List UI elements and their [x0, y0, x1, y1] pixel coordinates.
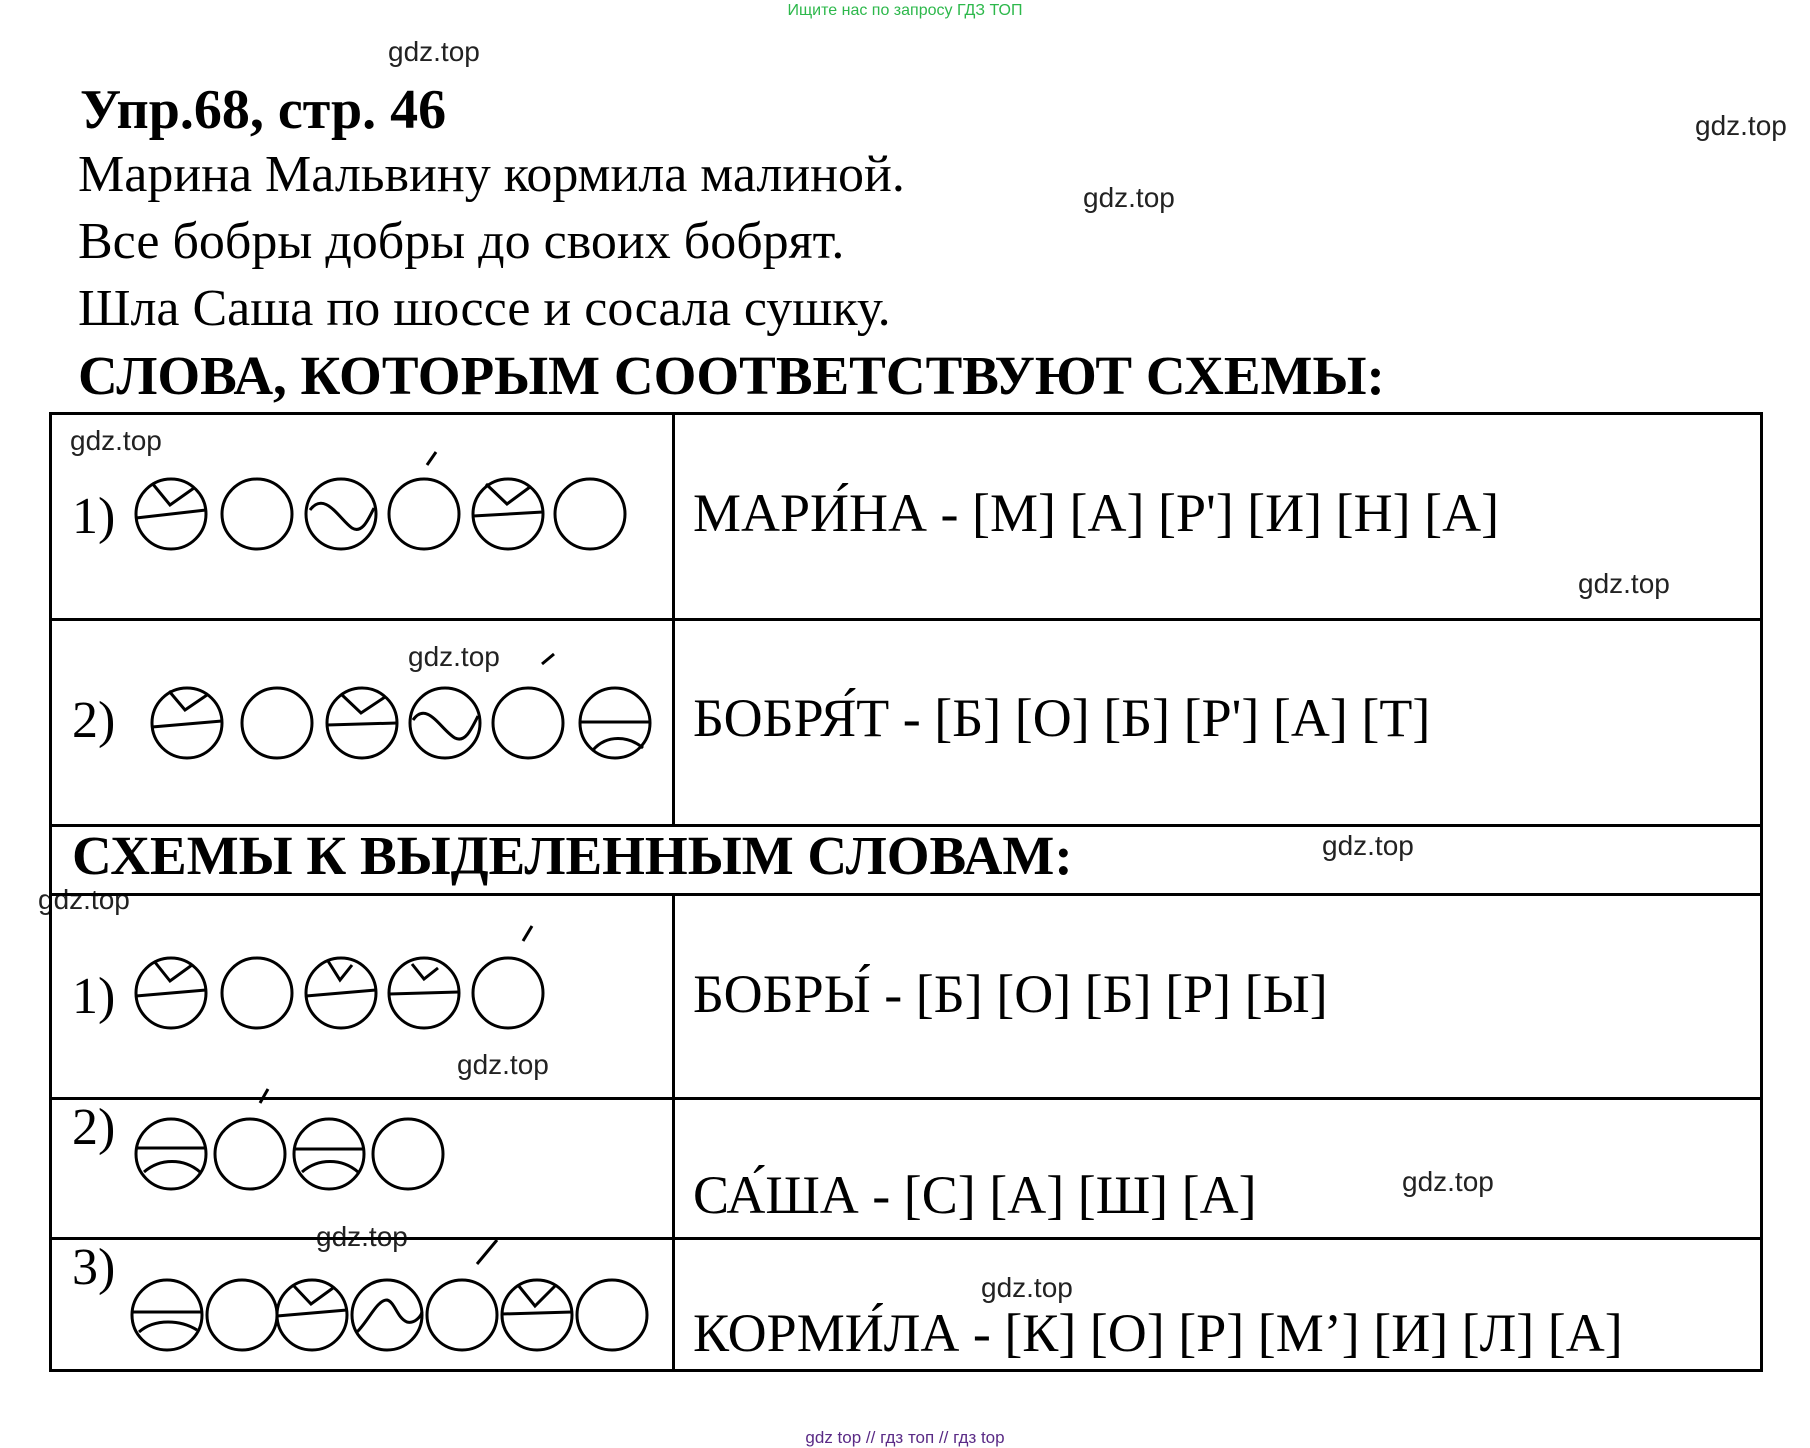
vowel-stressed-icon	[389, 452, 459, 549]
vowel-stressed-icon	[215, 1089, 285, 1189]
vowel-stressed-icon	[473, 926, 543, 1028]
sound-scheme	[130, 450, 630, 560]
consonant-hard-icon	[136, 958, 206, 1028]
watermark: gdz.top	[1083, 182, 1175, 213]
column-divider	[672, 893, 675, 1372]
consonant-hard-icon	[473, 479, 543, 549]
consonant-hard-icon	[306, 958, 376, 1028]
row-divider	[52, 618, 1760, 621]
watermark: gdz.top	[1578, 568, 1670, 599]
row-number: 3)	[72, 1239, 116, 1296]
footer-watermark: gdz top // гдз топ // гдз top	[805, 1428, 1005, 1447]
exercise-title: Упр.68, стр. 46	[80, 79, 447, 141]
watermark: gdz.top	[38, 884, 130, 915]
consonant-soft-icon	[410, 688, 480, 758]
sound-scheme	[130, 1088, 450, 1198]
sound-scheme	[125, 1230, 665, 1360]
vowel-icon	[242, 688, 312, 758]
answer-transcription: БОБРЫ́ - [Б] [О] [Б] [Р] [Ы]	[693, 964, 1328, 1024]
watermark: gdz.top	[316, 1221, 408, 1252]
consonant-soft-icon	[306, 479, 376, 549]
vowel-stressed-icon	[493, 654, 563, 758]
row-divider	[52, 893, 1760, 896]
sentence: Шла Саша по шоссе и сосала сушку.	[78, 280, 891, 337]
consonant-hard-icon	[277, 1280, 347, 1350]
top-banner: Ищите нас по запросу ГДЗ ТОП	[787, 2, 1023, 19]
vowel-stressed-icon	[427, 1240, 497, 1350]
consonant-hard-voiceless-icon	[132, 1280, 202, 1350]
section-heading-schemes: СХЕМЫ К ВЫДЕЛЕННЫМ СЛОВАМ:	[72, 825, 1073, 886]
watermark: gdz.top	[981, 1272, 1073, 1303]
vowel-icon	[373, 1119, 443, 1189]
answer-transcription: СА́ША - [С] [А] [Ш] [А]	[693, 1165, 1257, 1225]
vowel-icon	[577, 1280, 647, 1350]
vowel-icon	[222, 479, 292, 549]
consonant-soft-icon	[352, 1280, 422, 1350]
answer-transcription: КОРМИ́ЛА - [К] [О] [Р] [М’] [И] [Л] [А]	[693, 1303, 1623, 1363]
row-number: 2)	[72, 1099, 116, 1156]
watermark: gdz.top	[70, 425, 162, 456]
consonant-hard-voiceless-icon	[294, 1119, 364, 1189]
watermark: gdz.top	[1695, 110, 1787, 141]
consonant-hard-voiceless-icon	[136, 1119, 206, 1189]
row-number: 1)	[72, 968, 116, 1025]
vowel-icon	[207, 1280, 277, 1350]
row-number: 2)	[72, 692, 116, 749]
consonant-hard-icon	[389, 958, 459, 1028]
vowel-icon	[555, 479, 625, 549]
consonant-hard-icon	[136, 479, 206, 549]
sentence: Все бобры добры до своих бобрят.	[78, 213, 845, 270]
consonant-hard-icon	[152, 688, 222, 758]
watermark: gdz.top	[1322, 830, 1414, 861]
column-divider	[672, 415, 675, 824]
section-heading-words: СЛОВА, КОТОРЫМ СООТВЕТСТВУЮТ СХЕМЫ:	[78, 345, 1385, 406]
answer-transcription: МАРИ́НА - [М] [А] [Р'] [И] [Н] [А]	[693, 483, 1500, 543]
watermark: gdz.top	[408, 641, 500, 672]
consonant-hard-icon	[327, 688, 397, 758]
sound-scheme	[145, 650, 665, 780]
watermark: gdz.top	[388, 36, 480, 67]
vowel-icon	[222, 958, 292, 1028]
sentence: Марина Мальвину кормила малиной.	[78, 146, 905, 203]
watermark: gdz.top	[457, 1049, 549, 1080]
row-number: 1)	[72, 488, 116, 545]
watermark: gdz.top	[1402, 1166, 1494, 1197]
answer-transcription: БОБРЯ́Т - [Б] [О] [Б] [Р'] [А] [Т]	[693, 688, 1431, 748]
consonant-hard-voiceless-icon	[580, 688, 650, 758]
consonant-hard-icon	[502, 1280, 572, 1350]
sound-scheme	[130, 928, 570, 1038]
